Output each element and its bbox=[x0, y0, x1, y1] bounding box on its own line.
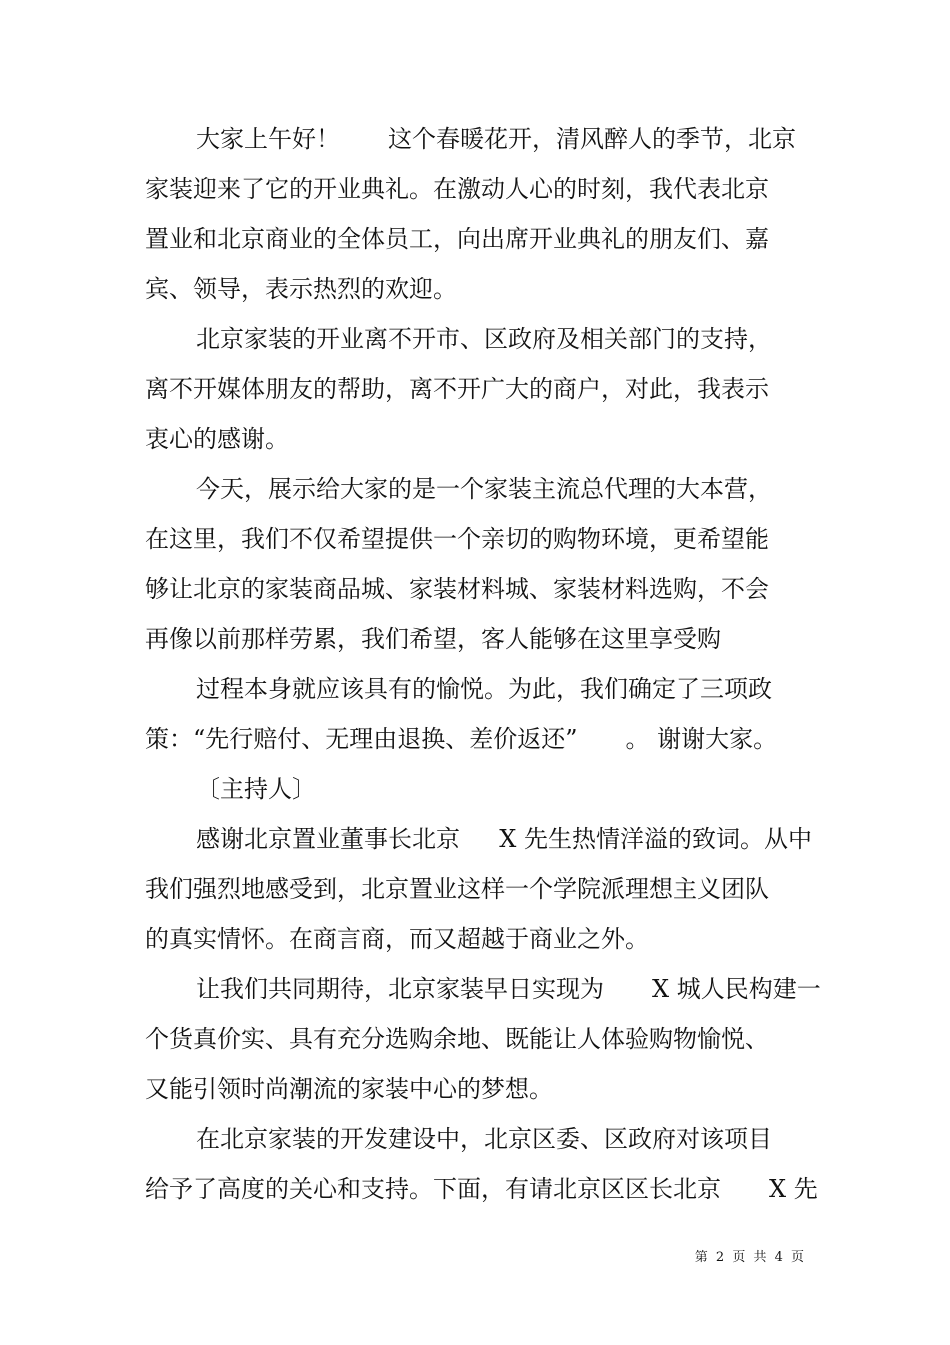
paragraph-line: 置业和北京商业的全体员工，向出席开业典礼的朋友们、嘉 bbox=[145, 225, 769, 253]
paragraph-line: 又能引领时尚潮流的家装中心的梦想。 bbox=[145, 1075, 553, 1103]
paragraph-line: 衷心的感谢。 bbox=[145, 425, 289, 453]
page-number: 第 2 页 共 4 页 bbox=[694, 1250, 806, 1265]
paragraph-line: 今天，展示给大家的是一个家装主流总代理的大本营， bbox=[196, 475, 772, 503]
paragraph-line: 感谢北京置业董事长北京 X 先生热情洋溢的致词。从中 bbox=[196, 825, 812, 853]
paragraph-line: 在北京家装的开发建设中，北京区委、区政府对该项目 bbox=[196, 1125, 772, 1153]
paragraph-line: 再像以前那样劳累，我们希望，客人能够在这里享受购 bbox=[145, 625, 721, 653]
paragraph-line: 家装迎来了它的开业典礼。在激动人心的时刻，我代表北京 bbox=[145, 175, 769, 203]
paragraph-line: 北京家装的开业离不开市、区政府及相关部门的支持， bbox=[196, 325, 772, 353]
paragraph-line: 在这里，我们不仅希望提供一个亲切的购物环境，更希望能 bbox=[145, 525, 769, 553]
paragraph-line: 大家上午好！ 这个春暖花开，清风醉人的季节，北京 bbox=[196, 125, 796, 153]
host-label: 〔主持人〕 bbox=[196, 775, 316, 803]
paragraph-line: 给予了高度的关心和支持。下面，有请北京区区长北京 X 先 bbox=[145, 1175, 818, 1203]
paragraph-line: 离不开媒体朋友的帮助，离不开广大的商户，对此，我表示 bbox=[145, 375, 769, 403]
paragraph-line: 够让北京的家装商品城、家装材料城、家装材料选购，不会 bbox=[145, 575, 769, 603]
paragraph-line: 让我们共同期待，北京家装早日实现为 X 城人民构建一 bbox=[196, 975, 821, 1003]
paragraph-line: 过程本身就应该具有的愉悦。为此，我们确定了三项政 bbox=[196, 675, 772, 703]
paragraph-line: 宾、领导，表示热烈的欢迎。 bbox=[145, 275, 457, 303]
paragraph-line: 个货真价实、具有充分选购余地、既能让人体验购物愉悦、 bbox=[145, 1025, 769, 1053]
paragraph-line: 的真实情怀。在商言商，而又超越于商业之外。 bbox=[145, 925, 649, 953]
paragraph-line: 我们强烈地感受到，北京置业这样一个学院派理想主义团队 bbox=[145, 875, 769, 903]
paragraph-line: 策：“先行赔付、无理由退换、差价返还” 。 谢谢大家。 bbox=[145, 725, 778, 753]
